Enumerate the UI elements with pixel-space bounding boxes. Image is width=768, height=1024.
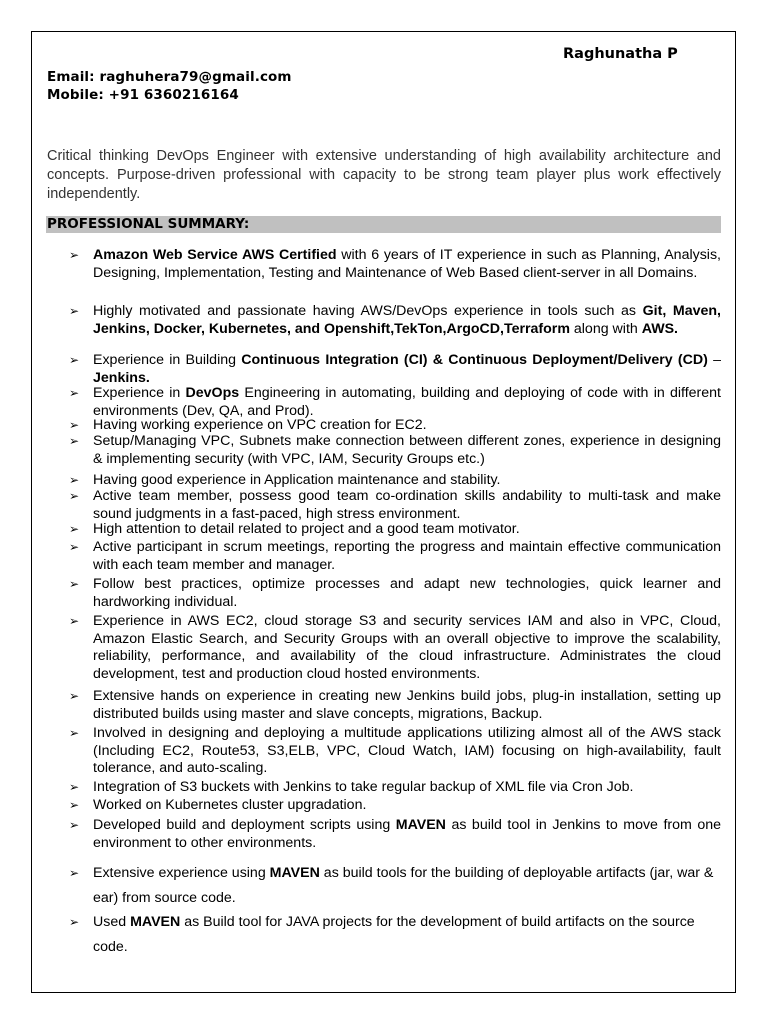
summary-item	[69, 576, 721, 611]
arrow-bullet-icon: ➢	[69, 866, 80, 880]
arrow-bullet-icon: ➢	[69, 780, 80, 794]
summary-item-text: as Build tool for JAVA projects for the development of build artifacts on the source code.	[93, 914, 695, 955]
summary-item-text: Experience in Building	[93, 352, 242, 368]
summary-item	[69, 433, 721, 468]
summary-item	[69, 417, 721, 435]
summary-item-bold-text: Jenkins.	[93, 369, 150, 386]
summary-item-text: Experience in	[93, 385, 186, 401]
summary-item-bold-text: Continuous Integration (CI) & Continuous Deployment/Delivery (CD)	[241, 352, 708, 368]
summary-item-bold-text: Git, Maven, Jenkins, Docker, Kubernetes, and Openshift,TekTon,ArgoCD,Terraform	[93, 303, 722, 337]
summary-item-text: Engineering in automating, building and deploying of code with in different environments (Dev, QA, and Prod).	[93, 385, 722, 419]
section-heading-professional-summary: PROFESSIONAL SUMMARY:	[46, 216, 721, 233]
summary-item-text: Highly motivated and passionate having AWS/DevOps experience in tools such as	[93, 303, 643, 319]
summary-item	[69, 472, 721, 490]
summary-item	[69, 613, 721, 683]
summary-item-text: Active team member, possess good team co-ordination skills andability to multi-task and make sound judgments in a fast-paced, high stress environment.	[93, 488, 721, 522]
summary-item-text: Involved in designing and deploying a multitude applications utilizing almost all of the AWS stack (Including EC2, Route53, S3,ELB, VPC, Cloud Watch, IAM) focusing on high-availability, fault tolerance, and auto-scaling.	[93, 725, 721, 776]
summary-item	[69, 385, 722, 420]
career-objective: Critical thinking DevOps Engineer with extensive understanding of high availability architecture and concepts. Purpose-driven professional with capacity to be strong team player plus work effectively independently.	[47, 148, 721, 202]
summary-item-text: along with	[569, 320, 642, 337]
arrow-bullet-icon: ➢	[69, 473, 80, 487]
arrow-bullet-icon: ➢	[69, 689, 80, 703]
summary-item-text: as build tools for the building of deployable artifacts (jar, war & ear) from source code.	[93, 865, 714, 906]
arrow-bullet-icon: ➢	[69, 818, 80, 832]
summary-item	[69, 861, 721, 910]
summary-item-bold-text: MAVEN	[269, 865, 320, 881]
summary-item-text: Setup/Managing VPC, Subnets make connection between different zones, experience in designing & implementing security (with VPC, IAM, Security Groups etc.)	[93, 433, 721, 467]
summary-item-text: with 6 years of IT experience in such as Planning, Analysis, Designing, Implementation, Testing and Maintenance of Web Based client-server in all Domains.	[93, 247, 721, 281]
arrow-bullet-icon: ➢	[69, 522, 80, 536]
summary-item-text: as build tool in Jenkins to move from one environment to other environments.	[93, 817, 721, 851]
summary-item-bold-text: AWS.	[641, 320, 678, 337]
summary-item	[69, 488, 721, 523]
summary-item	[69, 817, 721, 852]
summary-item-text: Having working experience on VPC creation for EC2.	[93, 417, 427, 433]
summary-item-text: Used	[93, 914, 131, 930]
summary-item-text: Worked on Kubernetes cluster upgradation.	[93, 797, 367, 813]
arrow-bullet-icon: ➢	[69, 304, 80, 318]
arrow-bullet-icon: ➢	[69, 540, 80, 554]
arrow-bullet-icon: ➢	[69, 353, 80, 367]
summary-item-text: Active participant in scrum meetings, reporting the progress and maintain effective communication with each team member and manager.	[93, 539, 721, 573]
summary-item-text: Having good experience in Application maintenance and stability.	[93, 472, 501, 488]
summary-item-text: –	[707, 352, 722, 368]
summary-item-text: Integration of S3 buckets with Jenkins to take regular backup of XML file via Cron Job.	[93, 779, 634, 795]
summary-item	[69, 688, 721, 723]
arrow-bullet-icon: ➢	[69, 418, 80, 432]
arrow-bullet-icon: ➢	[69, 386, 80, 400]
summary-item	[69, 797, 721, 815]
arrow-bullet-icon: ➢	[69, 577, 80, 591]
summary-item	[69, 779, 721, 797]
summary-item-text: Extensive hands on experience in creating new Jenkins build jobs, plug-in installation, setting up distributed builds using master and slave concepts, migrations, Backup.	[93, 688, 721, 722]
summary-item	[69, 352, 722, 387]
summary-item	[69, 725, 721, 778]
summary-item-bold-text: MAVEN	[130, 914, 181, 930]
summary-item	[69, 910, 721, 959]
summary-item-text: Follow best practices, optimize processes and adapt new technologies, quick learner and hardworking individual.	[93, 576, 721, 610]
arrow-bullet-icon: ➢	[69, 915, 80, 929]
arrow-bullet-icon: ➢	[69, 798, 80, 812]
summary-item	[69, 521, 721, 539]
summary-item	[69, 539, 721, 574]
email-line: Email: raghuhera79@gmail.com	[47, 69, 292, 85]
summary-item-text: Developed build and deployment scripts using	[93, 817, 396, 833]
summary-item-text: Experience in AWS EC2, cloud storage S3 and security services IAM and also in VPC, Cloud, Amazon Elastic Search, and Security Groups with an overall objective to improve the scalability, reliability, performance, and availability of the cloud infrastructure. Administrates the cloud development, test and production cloud hosted environments.	[93, 613, 721, 682]
summary-item-bold-text: MAVEN	[395, 817, 446, 833]
summary-item-bold-text: Amazon Web Service AWS Certified	[93, 247, 337, 263]
arrow-bullet-icon: ➢	[69, 489, 80, 503]
arrow-bullet-icon: ➢	[69, 726, 80, 740]
arrow-bullet-icon: ➢	[69, 248, 80, 262]
summary-item-text: High attention to detail related to project and a good team motivator.	[93, 521, 520, 537]
arrow-bullet-icon: ➢	[69, 614, 80, 628]
mobile-line: Mobile: +91 6360216164	[47, 87, 239, 103]
summary-item-bold-text: DevOps	[185, 385, 240, 401]
candidate-name: Raghunatha P	[563, 46, 678, 62]
summary-item-text: Extensive experience using	[93, 865, 270, 881]
summary-item	[69, 247, 721, 282]
arrow-bullet-icon: ➢	[69, 434, 80, 448]
summary-item	[69, 303, 722, 338]
